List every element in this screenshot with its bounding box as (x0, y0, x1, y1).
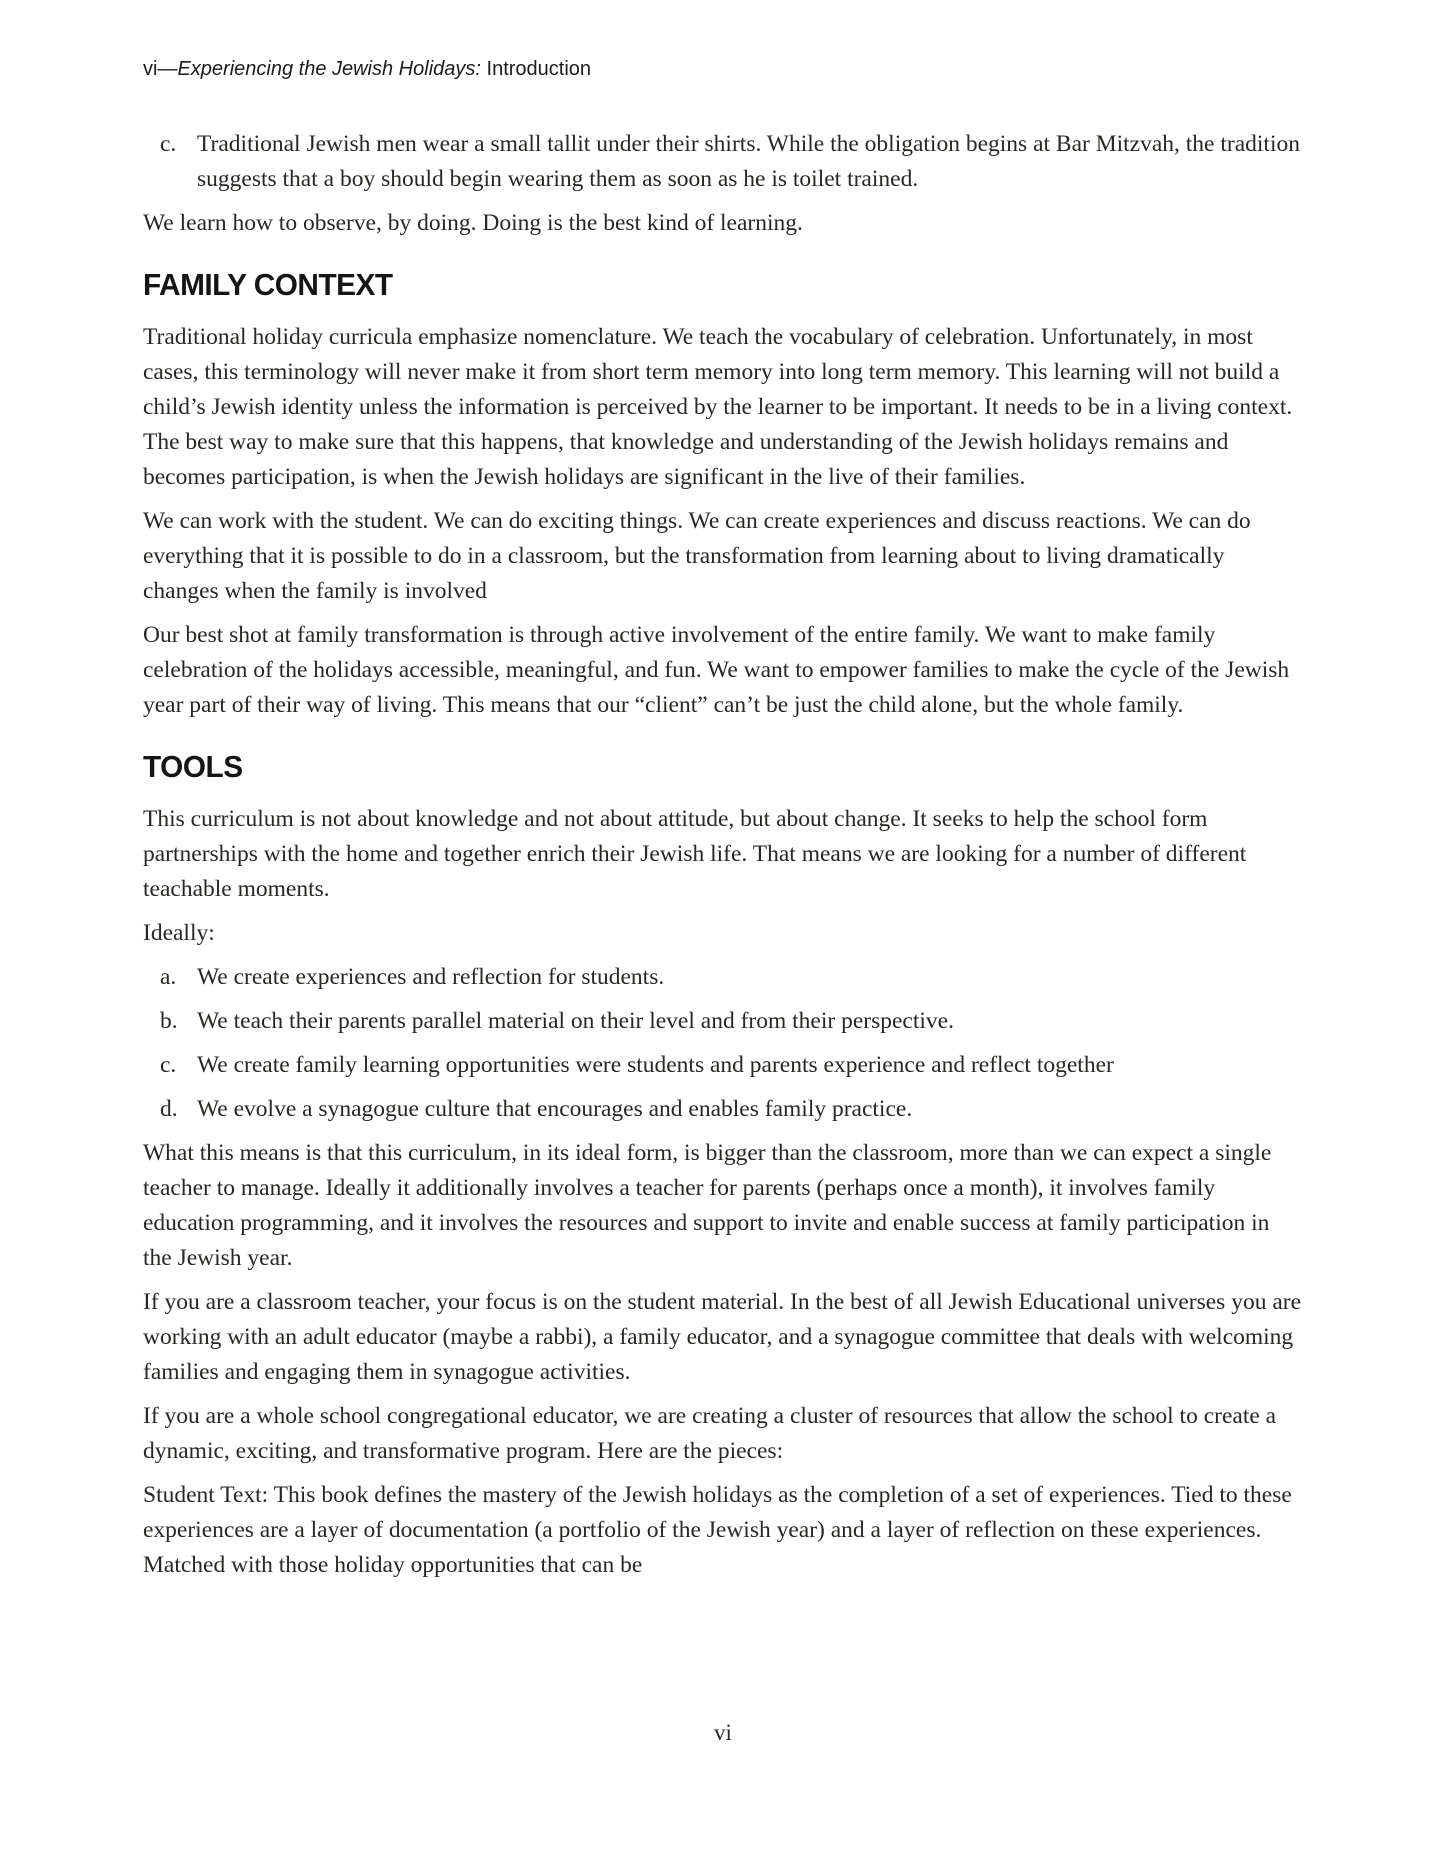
running-header-book-title: Experiencing the Jewish Holidays: (177, 58, 481, 80)
list-item-marker: a. (160, 964, 177, 990)
list-item-text: We teach their parents parallel material on their level and from their perspective. (197, 1008, 954, 1034)
paragraph: This curriculum is not about knowledge and not about attitude, but about change. It seeks to help the school form partnerships with the home and together enrich their Jewish life. That means we are looking for a number of different teachable moments. (143, 806, 1247, 902)
document-body (143, 127, 1303, 1592)
list-item-text: We evolve a synagogue culture that encourages and enables family practice. (197, 1096, 913, 1122)
page-number: vi (714, 1720, 732, 1745)
paragraph: What this means is that this curriculum, in its ideal form, is bigger than the classroom, more than we can expect a single teacher to manage. Ideally it additionally involves a teacher for parents (perhaps once a month), it involves family education programming, and it involves the resources and support to invite and enable success at family participation in the Jewish year. (143, 1140, 1272, 1271)
paragraph: Student Text: This book defines the mastery of the Jewish holidays as the completion of a set of experiences. Tied to these experiences are a layer of documentation (a portfolio of the Jewish year) and a layer of reflection on these experiences. Matched with those holiday opportunities that can be (143, 1482, 1292, 1578)
list-item-text: We create experiences and reflection for students. (197, 964, 665, 990)
list-item (143, 1092, 1303, 1127)
running-header-page-label: vi— (143, 58, 178, 80)
list-item-marker: d. (160, 1096, 178, 1122)
paragraph: We can work with the student. We can do exciting things. We can create experiences and discuss reactions. We can do everything that it is possible to do in a classroom, but the transformation from learning about to living dramatically changes when the family is involved (143, 508, 1251, 604)
list-item (143, 127, 1303, 197)
running-header-section: Introduction (480, 58, 592, 80)
list-item-marker: c. (160, 131, 177, 157)
list-item (143, 1004, 1303, 1039)
running-header (143, 57, 591, 81)
list-item-marker: b. (160, 1008, 178, 1034)
list-item-text: We create family learning opportunities were students and parents experience and reflect together (197, 1052, 1114, 1078)
paragraph: Traditional holiday curricula emphasize nomenclature. We teach the vocabulary of celebration. Unfortunately, in most cases, this terminology will never make it from short term memory into long term memory. This learning will not build a child’s Jewish identity unless the information is perceived by the learner to be important. It needs to be in a living context. The best way to make sure that this happens, that knowledge and understanding of the Jewish holidays remains and becomes participation, is when the Jewish holidays are significant in the live of their families. (143, 324, 1293, 490)
section-heading: TOOLS (143, 749, 243, 784)
paragraph: Ideally: (143, 920, 215, 946)
paragraph: If you are a whole school congregational educator, we are creating a cluster of resources that allow the school to create a dynamic, exciting, and transformative program. Here are the pieces: (143, 1403, 1277, 1464)
paragraph: If you are a classroom teacher, your focus is on the student material. In the best of all Jewish Educational universes you are working with an adult educator (maybe a rabbi), a family educator, and a synagogue committee that deals with welcoming families and engaging them in synagogue activities. (143, 1289, 1302, 1385)
list-item (143, 1048, 1303, 1083)
list-item-text: Traditional Jewish men wear a small tallit under their shirts. While the obligation begins at Bar Mitzvah, the tradition suggests that a boy should begin wearing them as soon as he is toilet trained. (197, 131, 1300, 192)
list-item (143, 960, 1303, 995)
paragraph: Our best shot at family transformation is through active involvement of the entire family. We want to make family celebration of the holidays accessible, meaningful, and fun. We want to empower families to make the cycle of the Jewish year part of their way of living. This means that our “client” can’t be just the child alone, but the whole family. (143, 622, 1290, 718)
list-item-marker: c. (160, 1052, 177, 1078)
paragraph: We learn how to observe, by doing. Doing is the best kind of learning. (143, 210, 803, 236)
section-heading: FAMILY CONTEXT (143, 267, 393, 302)
